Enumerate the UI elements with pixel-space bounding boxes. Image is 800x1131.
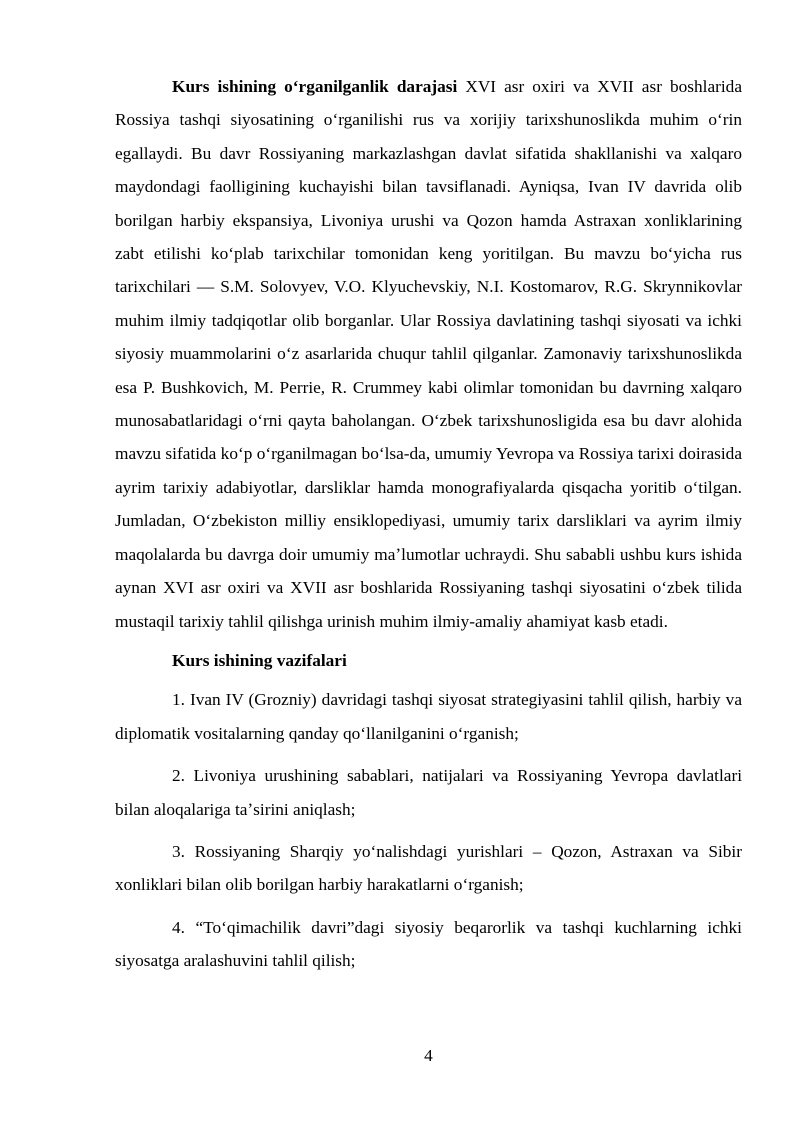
- task-item-2: 2. Livoniya urushining sabablari, natijalari va Rossiyaning Yevropa davlatlari bilan aloqalariga taʼsirini aniqlash;: [115, 766, 742, 819]
- document-page: [115, 70, 742, 987]
- task-item-4: 4. “Toʻqimachilik davri”dagi siyosiy beqarorlik va tashqi kuchlarning ichki siyosatga aralashuvini tahlil qilish;: [115, 917, 742, 971]
- page-number: 4: [424, 1046, 433, 1065]
- tasks-heading: Kurs ishining vazifalari: [172, 650, 347, 670]
- task-item-1: 1. Ivan IV (Grozniy) davridagi tashqi siyosat strategiyasini tahlil qilish, harbiy va diplomatik vositalarning qanday qoʻllanilganini oʻrganish;: [115, 690, 742, 743]
- task-item-3: 3. Rossiyaning Sharqiy yoʻnalishdagi yurishlari – Qozon, Astraxan va Sibir xonliklari bilan olib borilgan harbiy harakatlarni oʻrganish;: [115, 841, 742, 895]
- study-level-heading: Kurs ishining oʻrganilganlik darajasi: [172, 77, 458, 96]
- study-level-text: XVI asr oxiri va XVII asr boshlarida Rossiya tashqi siyosatining oʻrganilishi rus va xorijiy tarixshunoslikda muhim oʻrin egallaydi. Bu davr Rossiyaning markazlashgan davlat sifatida shakllanishi va xalqaro maydondagi faolligining kuchayishi bilan tavsiflanadi. Ayniqsa, Ivan IV davrida olib borilgan harbiy ekspansiya, Livoniya urushi va Qozon hamda Astraxan xonliklarining zabt etilishi koʻplab tarixchilar tomonidan keng yoritilgan. Bu mavzu boʻyicha rus tarixchilari — S.M. Solovyev, V.O. Klyuchevskiy, N.I. Kostomarov, R.G. Skrynnikovlar muhim ilmiy tadqiqotlar olib borganlar. Ular Rossiya davlatining tashqi siyosati va ichki siyosiy muammolarini oʻz asarlarida chuqur tahlil qilganlar. Zamonaviy tarixshunoslikda esa P. Bushkovich, M. Perrie, R. Crummey kabi olimlar tomonidan bu davrning xalqaro munosabatlaridagi oʻrni qayta baholangan. Oʻzbek tarixshunosligida esa bu davr alohida mavzu sifatida koʻp oʻrganilmagan boʻlsa-da, umumiy Yevropa va Rossiya tarixi doirasida ayrim tarixiy adabiyotlar, darsliklar hamda monografiyalarda qisqacha yoritib oʻtilgan. Jumladan, Oʻzbekiston milliy ensiklopediyasi, umumiy tarix darsliklari va ayrim ilmiy maqolalarda bu davrga doir umumiy maʼlumotlar uchraydi. Shu sababli ushbu kurs ishida aynan XVI asr oxiri va XVII asr boshlarida Rossiyaning tashqi siyosatini oʻzbek tilida mustaqil tarixiy tahlil qilishga urinish muhim ilmiy-amaliy ahamiyat kasb etadi.: [115, 77, 742, 631]
- tasks-heading-paragraph: [115, 644, 742, 677]
- study-level-paragraph: [115, 70, 742, 638]
